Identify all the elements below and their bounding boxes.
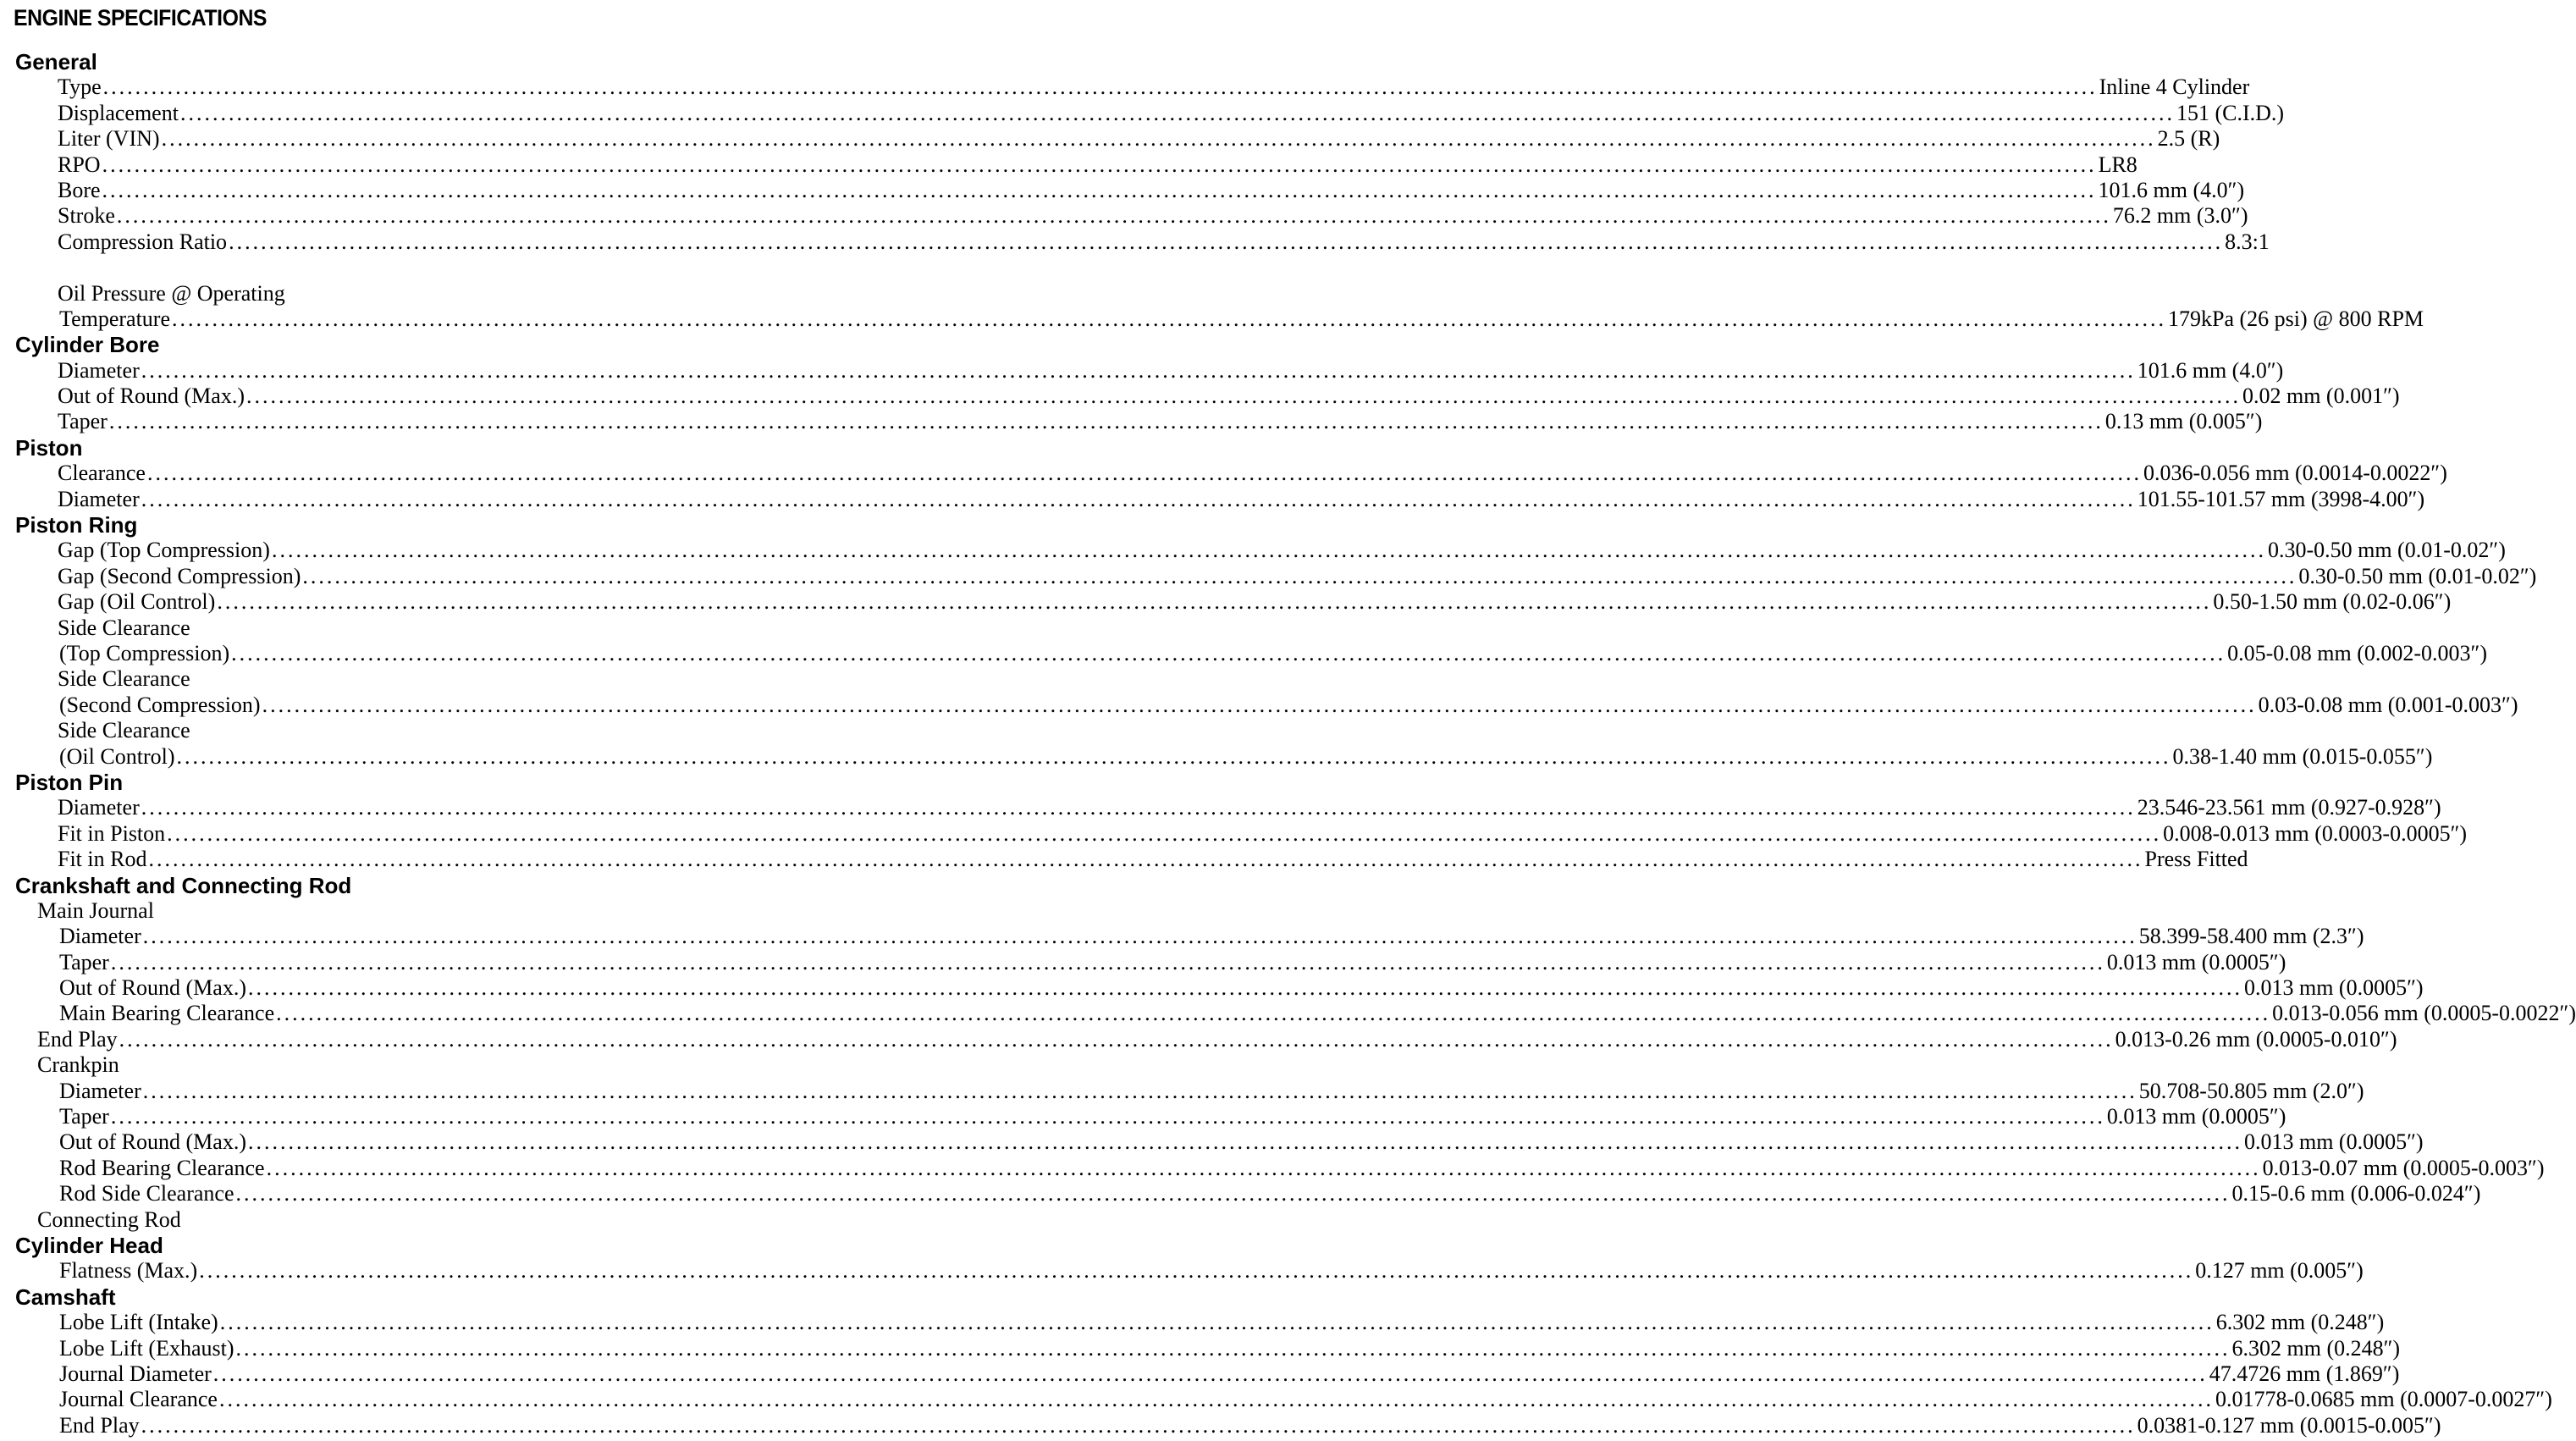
spec-label: Flatness (Max.) <box>59 1258 198 1284</box>
spec-row <box>0 1412 2441 1438</box>
spec-label: Rod Side Clearance <box>59 1181 234 1206</box>
spec-row <box>0 589 2452 615</box>
spec-row <box>0 1078 2364 1104</box>
spec-label: (Oil Control) <box>59 743 175 769</box>
leader-dots <box>143 924 2137 949</box>
spec-row <box>0 1387 2552 1412</box>
leader-dots <box>102 152 2097 178</box>
spec-label: Lobe Lift (Intake) <box>59 1310 218 1335</box>
spec-value: 0.38-1.40 mm (0.015-0.055″) <box>2172 743 2433 769</box>
spec-label: (Top Compression) <box>59 640 230 665</box>
spec-label: Out of Round (Max.) <box>58 384 245 409</box>
spec-value: 6.302 mm (0.248″) <box>2215 1310 2385 1335</box>
spec-value: 0.008-0.013 mm (0.0003-0.0005″) <box>2163 820 2468 846</box>
spec-row <box>0 409 2263 434</box>
leader-dots <box>111 1104 2105 1129</box>
leader-dots <box>248 975 2242 1001</box>
spec-label: Liter (VIN) <box>58 126 160 152</box>
leader-dots <box>246 384 2241 409</box>
spec-value: 0.50-1.50 mm (0.02-0.06″) <box>2213 589 2452 615</box>
spec-row <box>0 1001 2576 1026</box>
spec-row <box>0 461 2447 486</box>
spec-label: Fit in Piston <box>58 820 166 846</box>
leader-dots <box>236 1336 2231 1361</box>
spec-row <box>0 1258 2364 1284</box>
spec-label: Type <box>58 75 102 100</box>
spec-value: 0.15-0.6 mm (0.006-0.024″) <box>2231 1181 2481 1206</box>
spec-label: Gap (Oil Control) <box>58 589 216 615</box>
spec-label: Compression Ratio <box>58 229 228 254</box>
leader-dots <box>229 229 2223 255</box>
spec-value: 0.30-0.50 mm (0.01-0.02″) <box>2298 563 2537 588</box>
leader-dots <box>143 1079 2137 1104</box>
spec-value: 58.399-58.400 mm (2.3″) <box>2138 924 2364 949</box>
spec-value: 0.036-0.056 mm (0.0014-0.0022″) <box>2143 461 2447 486</box>
section-heading-cylinder-bore: Cylinder Bore <box>15 332 160 358</box>
spec-value: 50.708-50.805 mm (2.0″) <box>2138 1078 2364 1103</box>
leader-dots <box>141 487 2136 512</box>
section-heading-camshaft: Camshaft <box>15 1284 116 1310</box>
spec-row <box>0 384 2400 409</box>
leader-dots <box>217 589 2211 615</box>
spec-row <box>0 692 2518 718</box>
leader-dots <box>141 358 2136 384</box>
spec-row <box>0 975 2424 1001</box>
section-heading-crankshaft: Crankshaft and Connecting Rod <box>15 872 352 898</box>
spec-value: 0.05-0.08 mm (0.002-0.003″) <box>2227 640 2488 665</box>
spec-value: 0.013-0.26 mm (0.0005-0.010″) <box>2115 1026 2397 1052</box>
leader-dots <box>147 461 2142 486</box>
spec-label: Taper <box>58 409 108 434</box>
leader-dots <box>148 847 2143 872</box>
spec-label: (Second Compression) <box>59 692 261 717</box>
spec-value: 0.127 mm (0.005″) <box>2195 1258 2364 1284</box>
spec-group-label: Side Clearance <box>58 718 190 743</box>
page-title: ENGINE SPECIFICATIONS <box>14 5 268 30</box>
section-heading-piston-ring: Piston Ring <box>15 512 138 538</box>
leader-dots <box>231 641 2226 666</box>
spec-value: 0.013-0.056 mm (0.0005-0.0022″) <box>2272 1001 2576 1026</box>
section-heading-cylinder-head: Cylinder Head <box>15 1232 163 1258</box>
spec-label: Displacement <box>58 100 179 125</box>
spec-value: 101.6 mm (4.0″) <box>2137 357 2284 383</box>
spec-row <box>0 1181 2481 1206</box>
leader-dots <box>111 950 2105 975</box>
leader-dots <box>162 126 2156 152</box>
spec-row <box>0 1129 2424 1155</box>
spec-group-label: Side Clearance <box>58 666 190 692</box>
leader-dots <box>109 409 2104 434</box>
spec-label: Journal Clearance <box>59 1387 218 1412</box>
spec-value: 0.013 mm (0.0005″) <box>2243 975 2424 1001</box>
section-heading-general: General <box>15 49 97 75</box>
spec-label: Diameter <box>58 486 140 511</box>
spec-row <box>0 177 2245 203</box>
spec-label: Gap (Top Compression) <box>58 538 270 563</box>
leader-dots <box>172 306 2166 332</box>
spec-value: 2.5 (R) <box>2157 126 2220 152</box>
spec-value: 0.013 mm (0.0005″) <box>2106 1104 2286 1129</box>
spec-row <box>0 1310 2385 1335</box>
spec-group-label: Connecting Rod <box>37 1206 181 1232</box>
spec-row <box>0 795 2441 820</box>
spec-label: Journal Diameter <box>59 1361 212 1386</box>
spec-row <box>0 229 2270 255</box>
spec-row <box>0 924 2364 949</box>
spec-value: 0.13 mm (0.005″) <box>2104 409 2263 434</box>
spec-group-label: Crankpin <box>37 1052 119 1078</box>
spec-label: Rod Bearing Clearance <box>59 1155 265 1180</box>
leader-dots <box>220 1310 2215 1335</box>
spec-label: End Play <box>37 1026 118 1052</box>
spec-label: Diameter <box>59 924 141 949</box>
spec-label: Clearance <box>58 461 146 486</box>
leader-dots <box>213 1361 2208 1387</box>
spec-row <box>0 75 2250 100</box>
spec-value: 8.3:1 <box>2225 229 2270 254</box>
spec-row <box>0 820 2468 847</box>
spec-group-label: Main Journal <box>37 897 154 923</box>
leader-dots <box>167 821 2161 847</box>
spec-value: 76.2 mm (3.0″) <box>2112 203 2248 229</box>
spec-value: 0.013 mm (0.0005″) <box>2243 1129 2424 1155</box>
leader-dots <box>267 1156 2261 1181</box>
spec-value: 47.4726 mm (1.869″) <box>2209 1361 2400 1386</box>
spec-label: Fit in Rod <box>58 847 147 872</box>
spec-row <box>0 743 2433 770</box>
spec-label: Lobe Lift (Exhaust) <box>59 1335 234 1361</box>
leader-dots <box>248 1129 2242 1155</box>
leader-dots <box>276 1001 2270 1026</box>
spec-label: End Play <box>59 1412 140 1438</box>
spec-label: Stroke <box>58 203 115 229</box>
leader-dots <box>119 1027 2114 1052</box>
spec-row <box>0 100 2285 126</box>
spec-content <box>0 49 2576 1438</box>
leader-dots <box>302 564 2297 589</box>
leader-dots <box>236 1181 2231 1206</box>
spec-row <box>0 486 2425 512</box>
leader-dots <box>117 203 2111 229</box>
spec-row <box>0 640 2488 666</box>
spec-value: Inline 4 Cylinder <box>2099 75 2250 100</box>
spec-value: 151 (C.I.D.) <box>2176 100 2285 125</box>
spec-label: Out of Round (Max.) <box>59 975 246 1001</box>
spec-value: 0.013-0.07 mm (0.0005-0.003″) <box>2262 1155 2545 1180</box>
leader-dots <box>102 178 2097 203</box>
leader-dots <box>177 744 2171 770</box>
spec-value: 101.55-101.57 mm (3998-4.00″) <box>2137 486 2425 511</box>
spacer <box>0 255 1287 280</box>
spec-row <box>0 1335 2401 1361</box>
spec-label: Temperature <box>59 306 170 331</box>
spec-label: Gap (Second Compression) <box>58 563 301 588</box>
spec-value: 179kPa (26 psi) @ 800 RPM <box>2168 306 2424 331</box>
spec-row <box>0 1361 2400 1387</box>
spec-row <box>0 1104 2286 1129</box>
spec-row <box>0 1155 2545 1181</box>
spec-value: 0.013 mm (0.0005″) <box>2106 949 2286 974</box>
leader-dots <box>141 1413 2136 1438</box>
spec-value: 6.302 mm (0.248″) <box>2231 1335 2401 1361</box>
spec-label: Diameter <box>59 1078 141 1103</box>
leader-dots <box>141 795 2136 820</box>
spec-value: 0.01778-0.0685 mm (0.0007-0.0027″) <box>2215 1387 2552 1412</box>
leader-dots <box>103 75 2098 100</box>
leader-dots <box>219 1387 2214 1412</box>
spec-row <box>0 563 2537 589</box>
leader-dots <box>180 101 2175 126</box>
spec-label: Taper <box>59 1104 109 1129</box>
spec-group-label: Side Clearance <box>58 615 190 640</box>
spec-row <box>0 949 2286 975</box>
spec-value: 0.30-0.50 mm (0.01-0.02″) <box>2267 538 2506 563</box>
spec-row <box>0 538 2506 563</box>
spec-label: Out of Round (Max.) <box>59 1129 246 1155</box>
spec-row <box>0 847 2248 872</box>
section-heading-piston: Piston <box>15 434 83 461</box>
spec-label: Taper <box>59 949 109 974</box>
spec-label: Bore <box>58 177 101 202</box>
spec-row <box>0 152 2137 178</box>
spec-group-label: Oil Pressure @ Operating <box>58 280 285 306</box>
spec-row <box>0 1026 2397 1052</box>
spec-label: Main Bearing Clearance <box>59 1001 275 1026</box>
leader-dots <box>272 538 2266 563</box>
spec-value: 0.02 mm (0.001″) <box>2242 384 2400 409</box>
leader-dots <box>262 693 2257 718</box>
spec-value: 23.546-23.561 mm (0.927-0.928″) <box>2137 795 2441 820</box>
spec-row <box>0 306 2424 332</box>
leader-dots <box>199 1258 2193 1284</box>
section-heading-piston-pin: Piston Pin <box>15 769 124 795</box>
spec-label: Diameter <box>58 795 140 820</box>
spec-row <box>0 126 2220 152</box>
spec-label: RPO <box>58 152 101 177</box>
spec-row <box>0 203 2248 229</box>
spec-label: Diameter <box>58 357 140 383</box>
spec-value: 0.0381-0.127 mm (0.0015-0.005″) <box>2137 1412 2441 1438</box>
spec-value: LR8 <box>2098 152 2137 177</box>
spec-value: 101.6 mm (4.0″) <box>2098 177 2245 202</box>
spec-value: Press Fitted <box>2144 847 2248 872</box>
spec-value: 0.03-0.08 mm (0.001-0.003″) <box>2258 692 2518 717</box>
spec-row <box>0 357 2284 384</box>
